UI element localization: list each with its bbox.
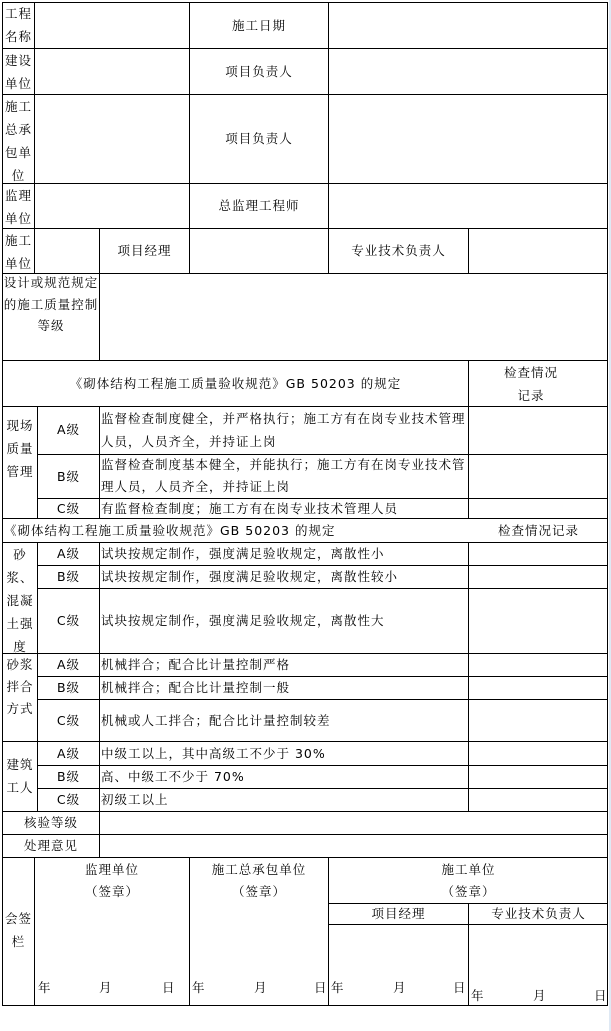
grade-label: A级 xyxy=(56,422,81,437)
mortar-strength-label: 砂浆、混凝土强度 xyxy=(6,547,34,654)
seal-label: （签章） xyxy=(231,884,286,899)
quality-control-form xyxy=(2,2,608,1006)
grade-label: C级 xyxy=(56,792,81,807)
rule-text: 机械拌合；配合比计量控制一般 xyxy=(101,680,291,695)
grade-label: B级 xyxy=(56,680,81,695)
rule-text: 机械或人工拌合；配合比计量控制较差 xyxy=(101,713,331,728)
grade-label: B级 xyxy=(56,469,81,484)
section1-title: 《砌体结构工程施工质量验收规范》GB 50203 的规定 xyxy=(69,376,402,391)
rule-text: 中级工以上，其中高级工不少于 30% xyxy=(101,746,326,761)
section1-group-label: 现场质量管理 xyxy=(6,418,34,479)
verified-grade-label: 核验等级 xyxy=(23,815,78,830)
tech-leader-label: 专业技术负责人 xyxy=(351,243,446,258)
mixing-method-label: 砂浆拌合方式 xyxy=(6,657,34,716)
grade-label: C级 xyxy=(56,713,81,728)
seal-label: （签章） xyxy=(84,884,139,899)
seal-label: （签章） xyxy=(441,884,496,899)
general-contractor-sign: 施工总承包单位 xyxy=(211,862,307,877)
general-contractor-label: 施工总承包单位 xyxy=(4,99,32,183)
signature-label: 会签栏 xyxy=(4,911,32,949)
rule-text: 机械拌合；配合比计量控制严格 xyxy=(101,657,291,672)
rule-text: 试块按规定制作，强度满足验收规定，离散性较小 xyxy=(101,569,399,584)
grade-label: A级 xyxy=(56,657,81,672)
construction-unit-sign: 施工单位 xyxy=(441,862,496,877)
project-manager-sign: 项目经理 xyxy=(371,906,426,921)
rule-text: 初级工以上 xyxy=(101,792,169,807)
supervision-unit-label: 监理单位 xyxy=(4,188,32,226)
supervision-unit-sign: 监理单位 xyxy=(84,862,139,877)
project-manager-label: 项目经理 xyxy=(117,243,172,258)
month-label: 月 xyxy=(254,980,268,995)
workers-label: 建筑工人 xyxy=(6,757,34,795)
section1-check-header: 检查情况记录 xyxy=(503,365,558,403)
grade-label: B级 xyxy=(56,769,81,784)
day-label: 日 xyxy=(314,980,328,995)
month-label: 月 xyxy=(393,980,407,995)
section2-title: 《砌体结构工程施工质量验收规范》GB 50203 的规定 xyxy=(4,523,336,538)
design-spec-label: 设计或规范规定的施工质量控制等级 xyxy=(3,275,99,333)
grade-label: A级 xyxy=(56,546,81,561)
year-label: 年 xyxy=(331,980,345,995)
month-label: 月 xyxy=(533,988,547,1003)
rule-text: 试块按规定制作，强度满足验收规定，离散性大 xyxy=(101,613,385,628)
start-date-label: 施工日期 xyxy=(231,18,286,33)
rule-text: 高、中级工不少于 70% xyxy=(101,769,245,784)
year-label: 年 xyxy=(471,988,485,1003)
construction-unit-label: 建设单位 xyxy=(4,53,32,91)
rule-text: 监督检查制度基本健全，并能执行；施工方有在岗专业技术管理人员，人员齐全，并持证上岗 xyxy=(101,457,466,494)
chief-supervisor-label: 总监理工程师 xyxy=(218,198,300,213)
grade-label: B级 xyxy=(56,569,81,584)
construction-unit2-label: 施工单位 xyxy=(4,233,32,271)
rule-text: 监督检查制度健全，并严格执行；施工方有在岗专业技术管理人员，人员齐全，并持证上岗 xyxy=(101,411,466,449)
opinion-label: 处理意见 xyxy=(23,838,78,853)
tech-leader-sign: 专业技术负责人 xyxy=(491,906,586,921)
day-label: 日 xyxy=(162,980,176,995)
project-leader-label-2: 项目负责人 xyxy=(225,131,293,146)
grade-label: A级 xyxy=(56,746,81,761)
grade-label: C级 xyxy=(56,613,81,628)
month-label: 月 xyxy=(99,980,113,995)
rule-text: 试块按规定制作，强度满足验收规定，离散性小 xyxy=(101,546,385,561)
project-leader-label-1: 项目负责人 xyxy=(225,64,293,79)
day-label: 日 xyxy=(594,988,608,1003)
project-name-label: 工程名称 xyxy=(4,6,32,44)
section2-check-header: 检查情况记录 xyxy=(497,523,579,538)
day-label: 日 xyxy=(453,980,467,995)
grade-label: C级 xyxy=(56,501,81,516)
year-label: 年 xyxy=(192,980,206,995)
rule-text: 有监督检查制度；施工方有在岗专业技术管理人员 xyxy=(101,501,399,516)
year-label: 年 xyxy=(38,980,52,995)
